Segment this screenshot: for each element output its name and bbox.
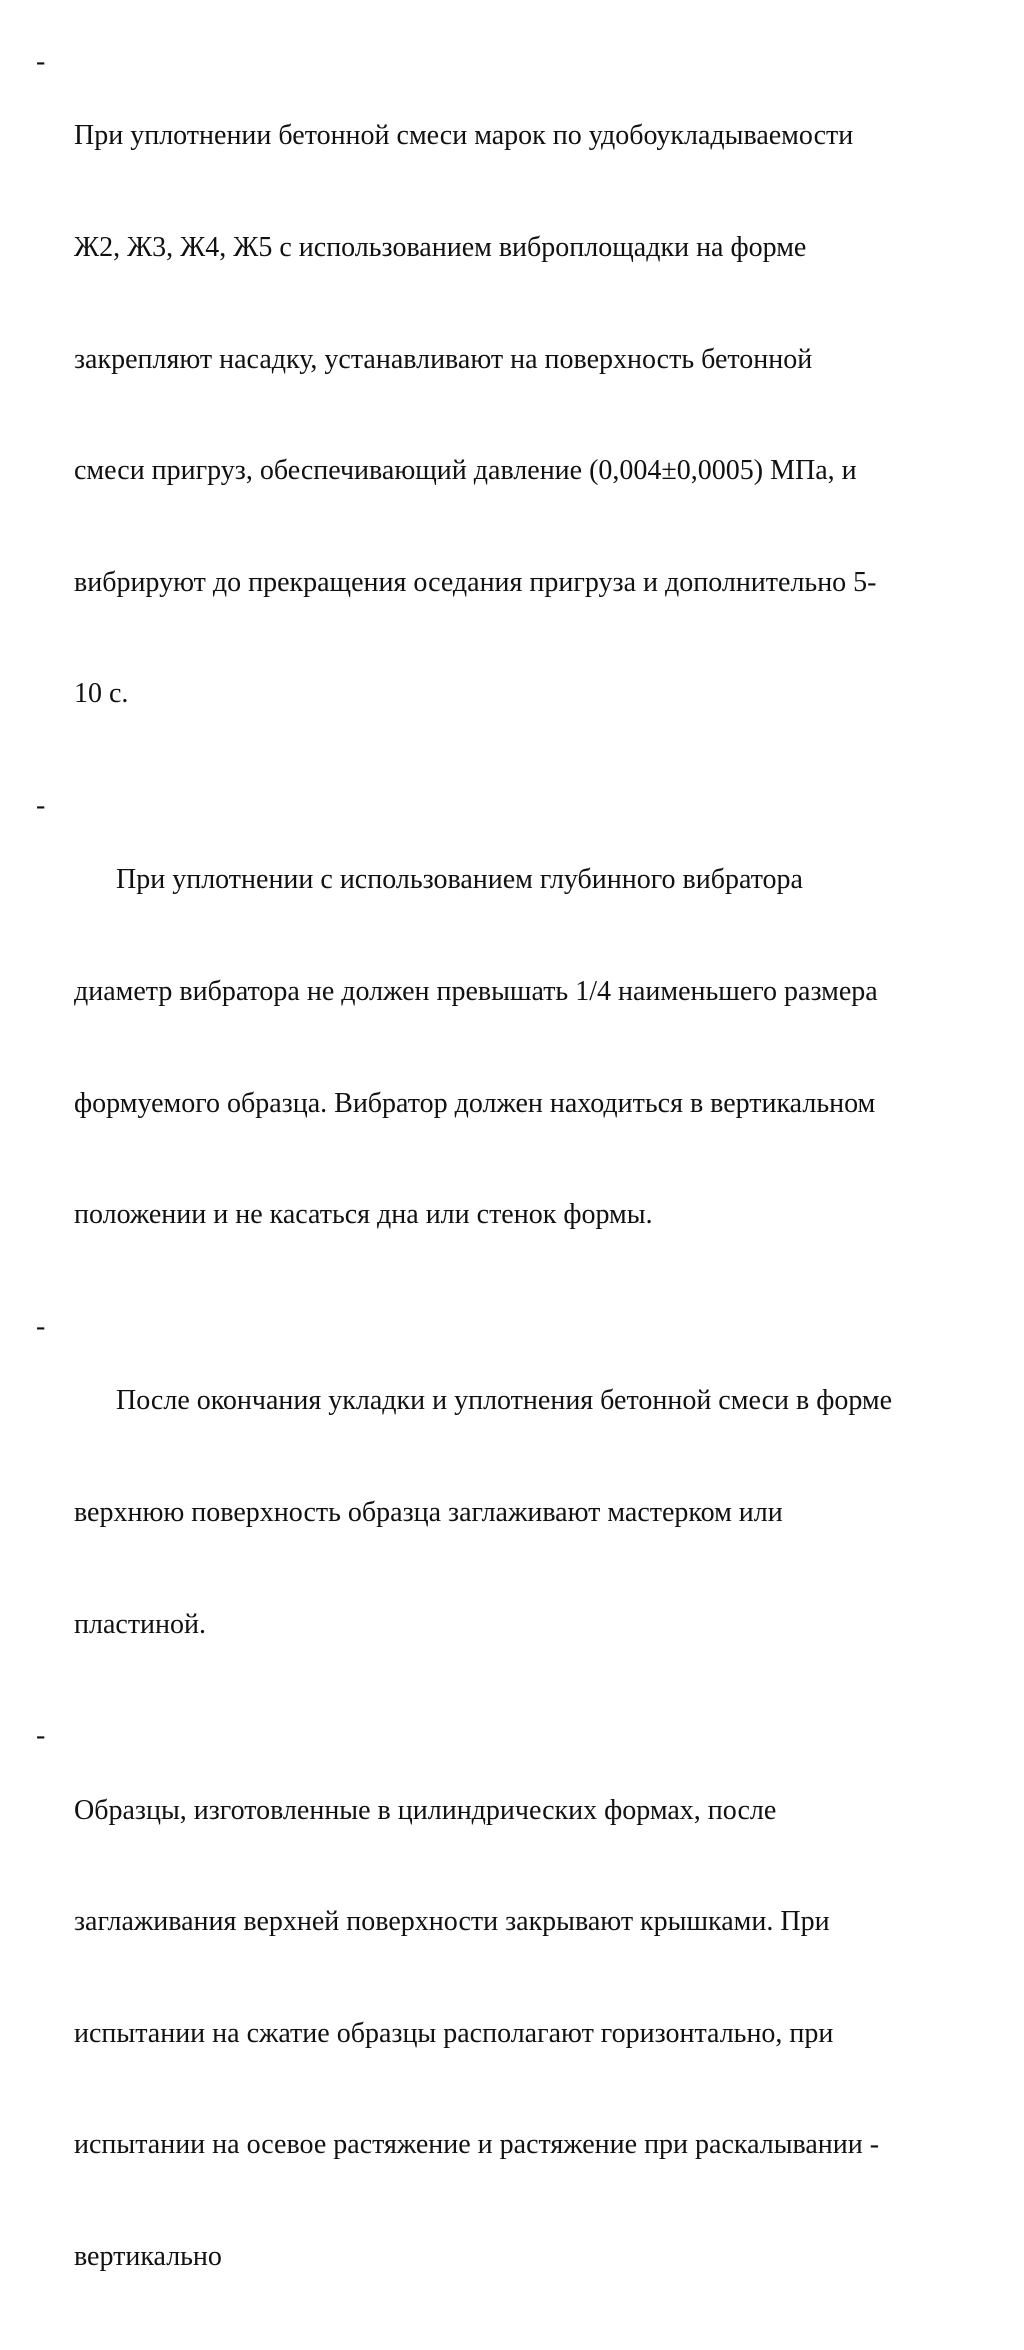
dash-marker: - — [36, 1720, 46, 1752]
text-line: вибрируют до прекращения оседания пригруза и дополнительно 5- — [74, 566, 877, 598]
bullet-list — [36, 43, 996, 2350]
dash-marker: - — [36, 1310, 46, 1342]
text-line: формуемого образца. Вибратор должен находиться в вертикальном — [74, 1087, 876, 1119]
list-item — [36, 787, 996, 1308]
list-item — [36, 1717, 996, 2349]
paragraph — [74, 1717, 994, 2349]
text-line: диаметр вибратора не должен превышать 1/4 наименьшего размера — [74, 976, 878, 1008]
text-line: положении и не касаться дна или стенок формы. — [74, 1199, 653, 1231]
text-line: вертикально — [74, 2240, 222, 2272]
text-line: пластиной. — [74, 1608, 207, 1640]
text-line: смеси пригруз, обеспечивающий давление (0,004±0,0005) МПа, и — [74, 455, 857, 487]
text-line: заглаживания верхней поверхности закрывают крышками. При — [74, 1906, 830, 1938]
text-line: верхнюю поверхность образца заглаживают мастерком или — [74, 1496, 783, 1528]
dash-marker: - — [36, 790, 46, 822]
paragraph — [74, 43, 994, 787]
text-line: Образцы, изготовленные в цилиндрических формах, после — [74, 1794, 777, 1826]
text-line: испытании на осевое растяжение и растяжение при раскалывании - — [74, 2129, 880, 2161]
text-line: После окончания укладки и уплотнения бетонной смеси в форме — [74, 1385, 893, 1417]
text-line: Ж2, Ж3, Ж4, Ж5 с использованием виброплощадки на форме — [74, 232, 807, 264]
text-line: закрепляют насадку, устанавливают на поверхность бетонной — [74, 343, 813, 375]
text-line: испытании на сжатие образцы располагают горизонтально, при — [74, 2017, 834, 2049]
text-line: При уплотнении с использованием глубинного вибратора — [74, 864, 803, 896]
list-item — [36, 43, 996, 787]
text-line: 10 с. — [74, 678, 129, 710]
paragraph — [74, 787, 994, 1308]
paragraph — [74, 1308, 994, 1717]
dash-marker: - — [36, 46, 46, 77]
list-item — [36, 1308, 996, 1717]
text-line: При уплотнении бетонной смеси марок по удобоукладываемости — [74, 120, 854, 152]
